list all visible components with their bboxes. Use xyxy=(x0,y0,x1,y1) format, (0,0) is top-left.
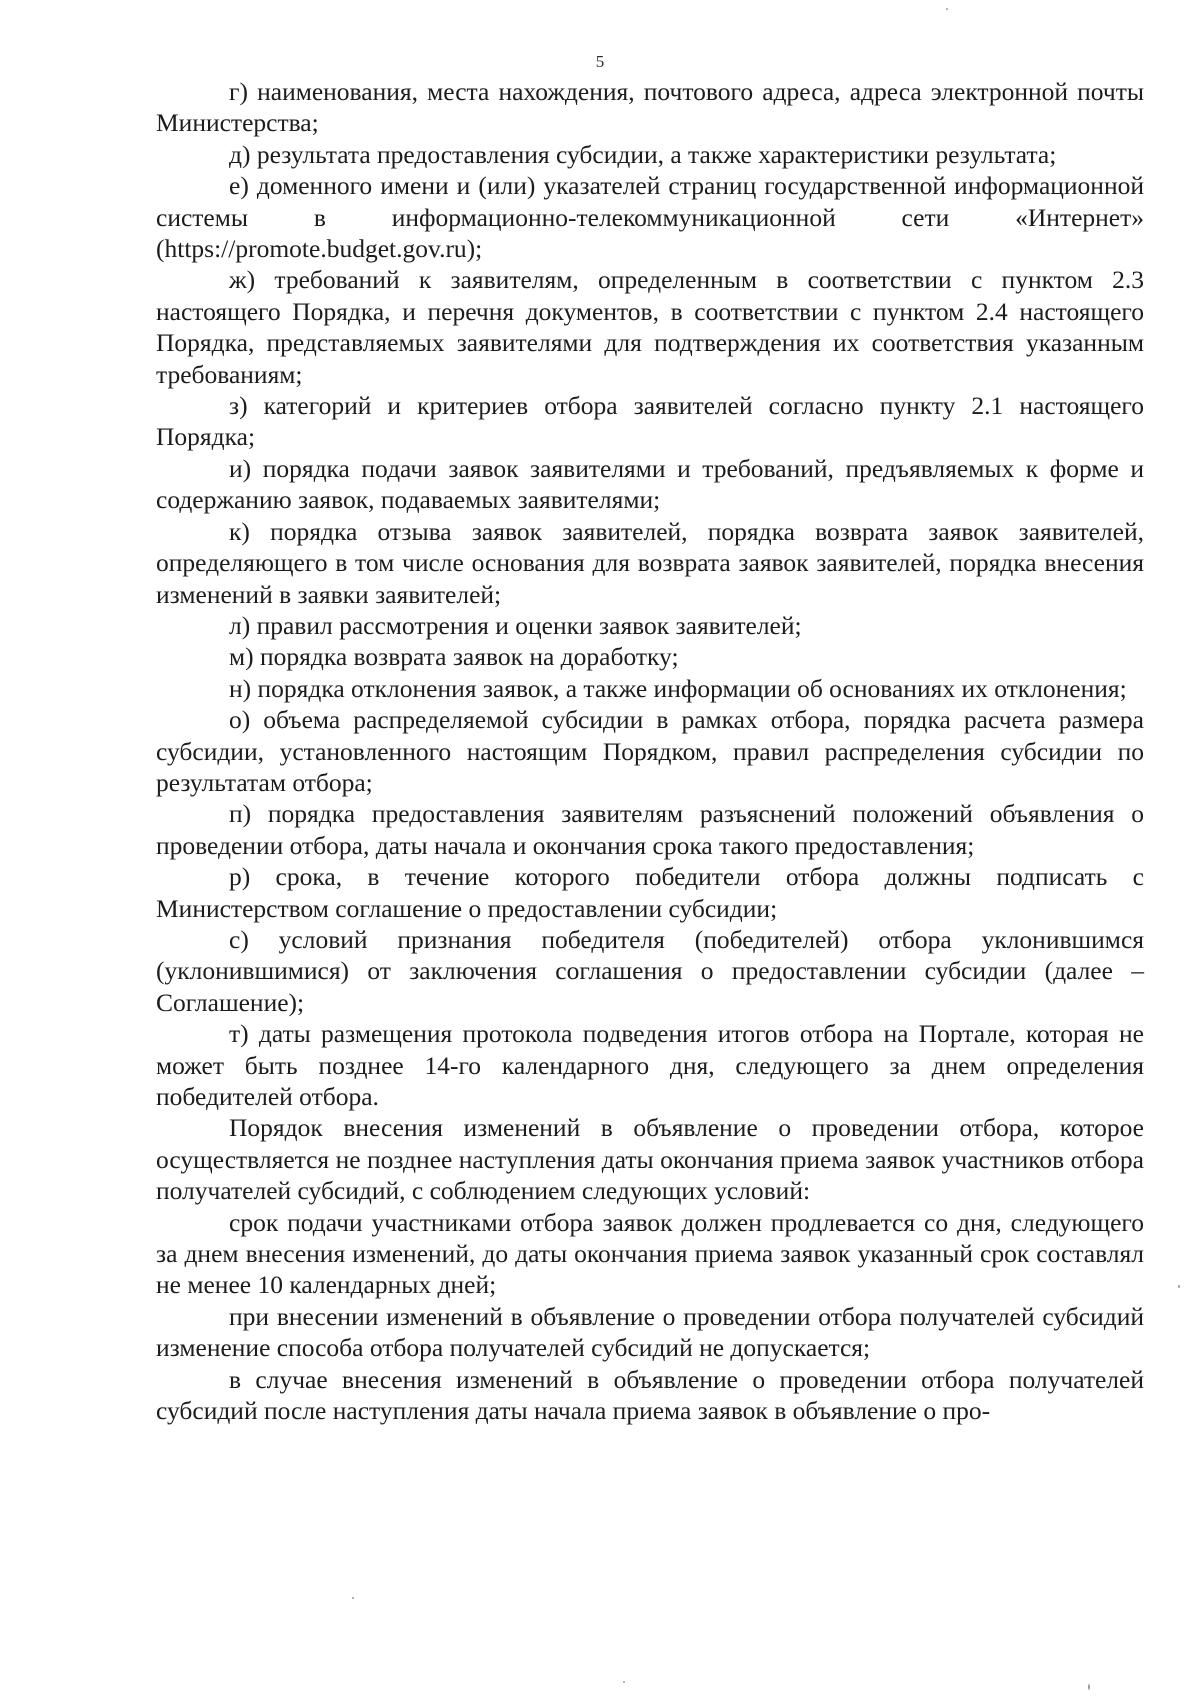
paragraph-condition-method: при внесении изменений в объявление о проведении отбора получателей субсидий изменение способа отбора получателей субсидий не допускается; xyxy=(156,1301,1144,1363)
paragraph-item-m: м) порядка возврата заявок на доработку; xyxy=(229,642,679,672)
paragraph-item-zh: ж) требований к заявителям, определенным в соответствии с пунктом 2.3 настоящего Порядка, и перечня документов, в соответствии с пунктом 2.4 настоящего Порядка, представляемых заявителями для подтверждения их соответствия указанным требованиям; xyxy=(156,265,1144,389)
page-number: 5 xyxy=(595,52,605,71)
paragraph-amendment-procedure: Порядок внесения изменений в объявление о проведении отбора, которое осуществляется не позднее наступления даты окончания приема заявок участников отбора получателей субсидий, с соблюдением следующих условий: xyxy=(156,1113,1144,1206)
paragraph-item-z: з) категорий и критериев отбора заявителей согласно пункту 2.1 настоящего Порядка; xyxy=(156,391,1144,452)
paragraph-item-d: д) результата предоставления субсидии, а также характеристики результата; xyxy=(229,139,1057,169)
document-body xyxy=(156,76,1144,1426)
paragraph-item-o: о) объема распределяемой субсидии в рамках отбора, порядка расчета размера субсидии, установленного настоящим Порядком, правил распределения субсидии по результатам отбора; xyxy=(156,705,1144,797)
paragraph-condition-after-start: в случае внесения изменений в объявление о проведении отбора получателей субсидий после наступления даты начала приема заявок в объявление о про- xyxy=(156,1364,1144,1426)
paragraph-item-s: с) условий признания победителя (победителей) отбора уклонившимся (уклонившимися) от заключения соглашения о предоставлении субсидии (далее – Соглашение); xyxy=(156,924,1144,1017)
paragraph-item-n: н) порядка отклонения заявок, а также информации об основаниях их отклонения; xyxy=(229,673,1127,703)
paragraph-item-p: п) порядка предоставления заявителям разъяснений положений объявления о проведении отбора, даты начала и окончания срока такого предоставления; xyxy=(156,799,1144,860)
scan-speck xyxy=(946,8,948,10)
paragraph-item-k: к) порядка отзыва заявок заявителей, порядка возврата заявок заявителей, определяющего в том числе основания для возврата заявок заявителей, порядка внесения изменений в заявки заявителей; xyxy=(156,516,1144,609)
paragraph-item-e: е) доменного имени и (или) указателей страниц государственной информационной системы в информационно-телекоммуникационной сети «Интернет» (https://promote.budget.gov.ru); xyxy=(156,171,1144,264)
scan-speck xyxy=(623,1681,625,1683)
paragraph-condition-deadline: срок подачи участниками отбора заявок должен продлевается со дня, следующего за днем внесения изменений, до даты окончания приема заявок указанный срок составлял не менее 10 календарных дней; xyxy=(156,1207,1144,1300)
scan-speck xyxy=(352,1597,354,1599)
scan-speck xyxy=(1088,1684,1090,1690)
paragraph-item-r: р) срока, в течение которого победители отбора должны подписать с Министерством соглашение о предоставлении субсидии; xyxy=(156,862,1144,923)
scan-speck xyxy=(1178,1285,1180,1288)
paragraph-item-t: т) даты размещения протокола подведения итогов отбора на Портале, которая не может быть позднее 14-го календарного дня, следующего за днем определения победителей отбора. xyxy=(156,1019,1144,1111)
paragraph-item-g: г) наименования, места нахождения, почтового адреса, адреса электронной почты Министерства; xyxy=(156,77,1144,138)
paragraph-item-i: и) порядка подачи заявок заявителями и требований, предъявляемых к форме и содержанию заявок, подаваемых заявителями; xyxy=(156,453,1144,515)
paragraph-item-l: л) правил рассмотрения и оценки заявок заявителей; xyxy=(229,610,802,640)
